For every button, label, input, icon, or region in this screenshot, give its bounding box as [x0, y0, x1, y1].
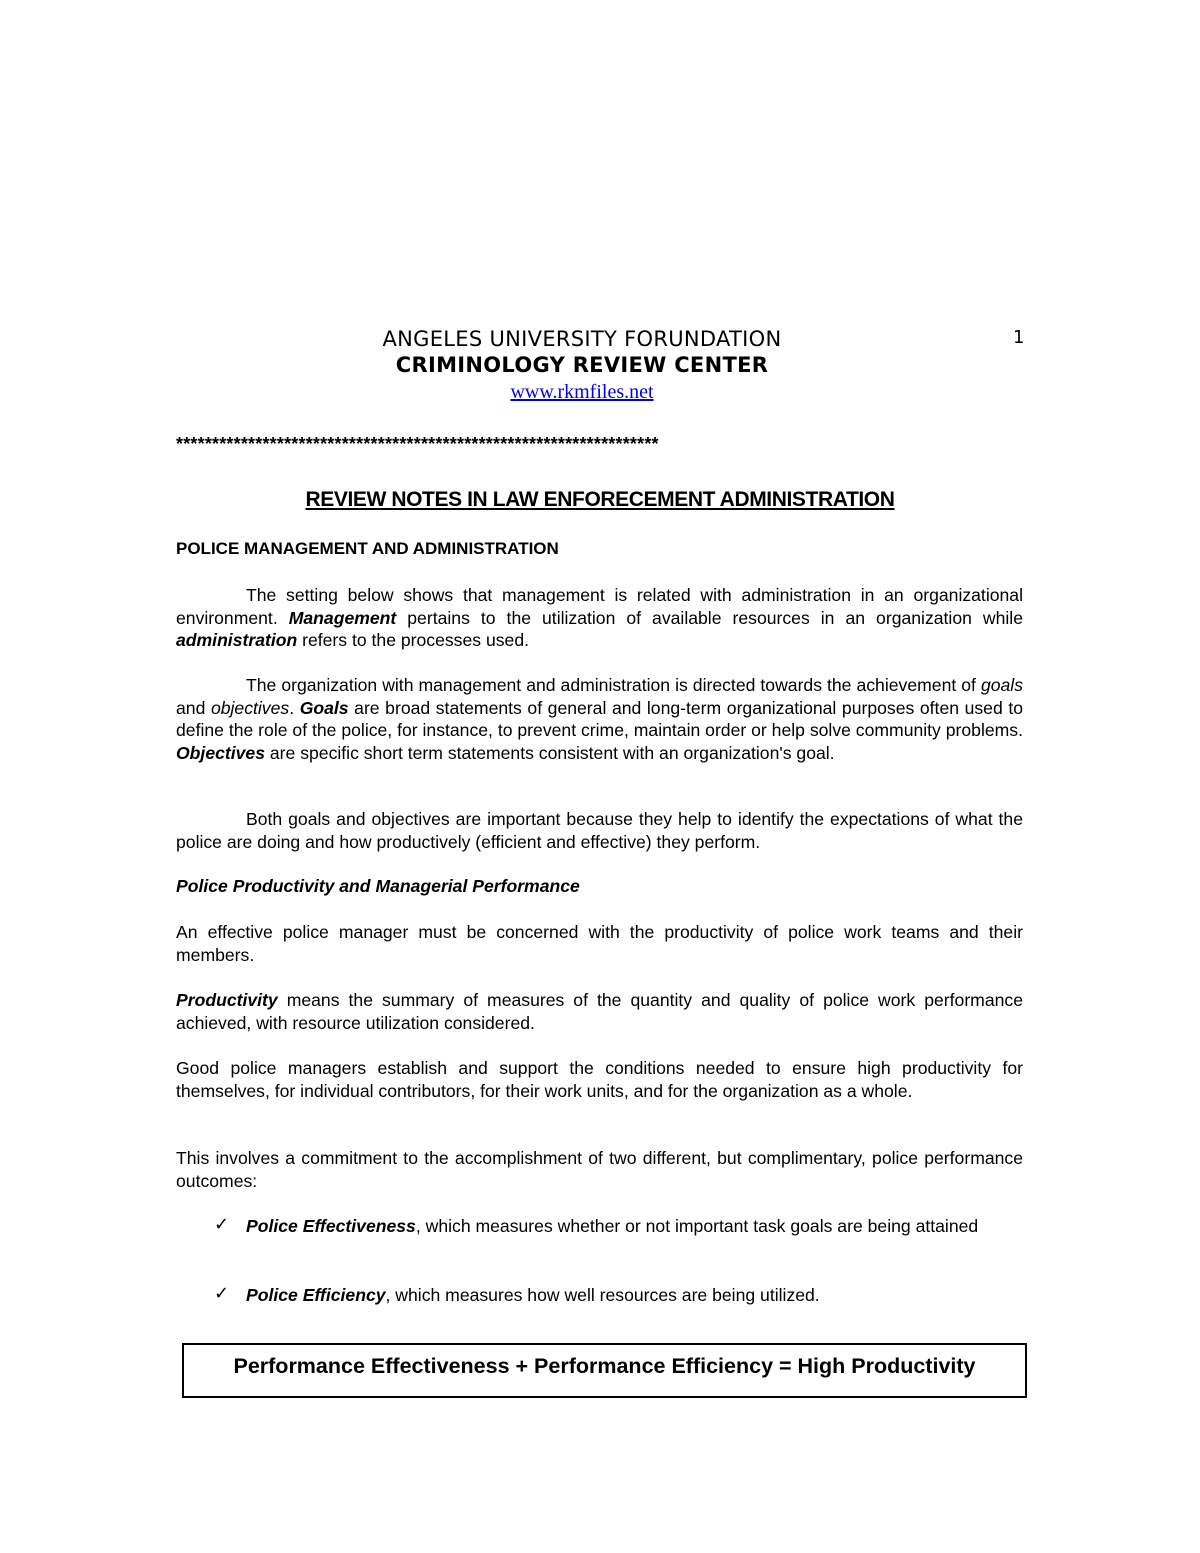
checkmark-icon: ✓	[214, 1214, 230, 1235]
document-title: REVIEW NOTES IN LAW ENFORECEMENT ADMINISTRATION	[305, 488, 895, 511]
paragraph-police-manager: An effective police manager must be concerned with the productivity of police work teams and their members.	[176, 922, 1023, 965]
section-heading: POLICE MANAGEMENT AND ADMINISTRATION	[176, 539, 559, 558]
term-objectives: Objectives	[176, 742, 265, 763]
review-center-name: CRIMINOLOGY REVIEW CENTER	[395, 353, 769, 377]
term-administration: administration	[176, 630, 298, 650]
paragraph-commitment: This involves a commitment to the accomplishment of two different, but complimentary, police performance outcomes:	[176, 1148, 1023, 1191]
paragraph-productivity-definition: Productivity means the summary of measures of the quantity and quality of police work performance achieved, with resource utilization considered.	[176, 990, 1023, 1033]
term-management: Management	[288, 607, 397, 628]
paragraph-expectations: Both goals and objectives are important because they help to identify the expectations of what the police are doing and how productively (efficient and effective) they perform.	[176, 809, 1023, 852]
term-goals-italic: goals	[980, 675, 1023, 695]
separator-line: *******************************************************************	[176, 434, 659, 454]
term-police-efficiency: Police Efficiency	[246, 1285, 386, 1305]
paragraph-good-managers: Good police managers establish and support the conditions needed to ensure high productivity for themselves, for individual contributors, for their work units, and for the organization as a whole.	[176, 1058, 1023, 1101]
term-productivity: Productivity	[176, 990, 278, 1010]
paragraph-management: The setting below shows that management is related with administration in an organizational environment. Management pertains to the utilization of available resources in an organization while administration refers to the processes used.	[176, 585, 1024, 650]
website-link[interactable]: www.rkmfiles.net	[510, 381, 654, 403]
institution-name: ANGELES UNIVERSITY FORUNDATION	[382, 327, 782, 351]
checkmark-icon: ✓	[214, 1283, 230, 1304]
term-goals: Goals	[299, 697, 349, 718]
productivity-formula-box	[182, 1343, 1027, 1398]
subheading-productivity: Police Productivity and Managerial Performance	[176, 876, 580, 896]
bullet-effectiveness: Police Effectiveness, which measures whether or not important task goals are being attained	[246, 1216, 979, 1236]
paragraph-goals-objectives: The organization with management and administration is directed towards the achievement of goals and objectives. Goals are broad statements of general and long-term organizational purposes often used to define the role of the police, for instance, to prevent crime, maintain order or help solve community problems. Objectives are specific short term statements consistent with an organization's goal.	[176, 675, 1024, 763]
term-objectives-italic: objectives	[210, 697, 290, 718]
productivity-formula: Performance Effectiveness + Performance Efficiency = High Productivity	[233, 1354, 976, 1378]
bullet-efficiency: Police Efficiency, which measures how well resources are being utilized.	[246, 1285, 820, 1305]
page-number: 1	[1013, 327, 1025, 348]
term-police-effectiveness: Police Effectiveness	[246, 1216, 416, 1236]
